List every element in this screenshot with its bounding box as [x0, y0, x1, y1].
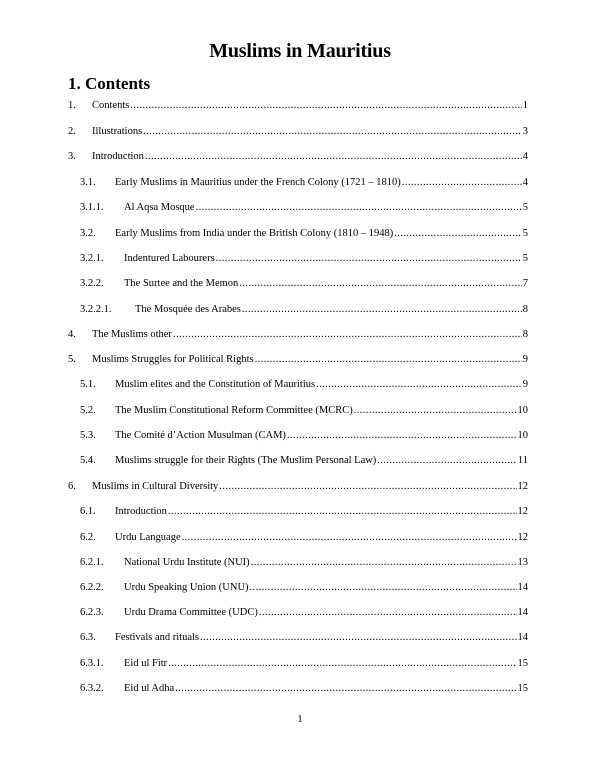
toc-page: 4 — [522, 151, 528, 162]
toc-leader — [394, 228, 522, 240]
toc-entry[interactable] — [80, 405, 528, 421]
toc-page: 13 — [517, 557, 528, 568]
toc-entry[interactable] — [80, 506, 528, 522]
toc-label: Contents — [92, 100, 130, 111]
toc-number: 6. — [68, 481, 76, 492]
toc-label: The Muslims other — [92, 329, 172, 340]
toc-page: 11 — [517, 455, 528, 466]
toc-entry[interactable] — [80, 430, 528, 446]
toc-number: 1. — [68, 100, 76, 111]
toc-entry[interactable] — [80, 582, 528, 598]
toc-number: 4. — [68, 329, 76, 340]
toc-entry[interactable] — [68, 151, 528, 167]
toc-label: Urdu Drama Committee (UDC) — [124, 607, 258, 618]
toc-number: 3.2.1. — [80, 253, 104, 264]
toc-page: 10 — [517, 430, 528, 441]
toc-leader — [259, 607, 517, 619]
toc-leader — [196, 202, 522, 214]
toc-number: 6.2.3. — [80, 607, 104, 618]
toc-label: Indentured Labourers — [124, 253, 215, 264]
toc-label: Early Muslims from India under the British Colony (1810 – 1948) — [115, 228, 394, 239]
toc-number: 5.4. — [80, 455, 96, 466]
toc-leader — [255, 354, 522, 366]
toc-label: Muslim elites and the Constitution of Mauritius — [115, 379, 316, 390]
toc-entry[interactable] — [68, 354, 528, 370]
toc-leader — [175, 683, 516, 695]
toc-number: 6.3.1. — [80, 658, 104, 669]
toc-leader — [130, 100, 521, 112]
toc-leader — [402, 177, 522, 189]
toc-leader — [173, 329, 522, 341]
toc-label: The Surtee and the Memon — [124, 278, 239, 289]
toc-page: 12 — [517, 506, 528, 517]
toc-page: 9 — [522, 354, 528, 365]
toc-page: 5 — [522, 202, 528, 213]
toc-number: 3.2.2.1. — [80, 304, 112, 315]
toc-page: 8 — [522, 304, 528, 315]
toc-label: Al Aqsa Mosque — [124, 202, 195, 213]
toc-leader — [168, 658, 516, 670]
toc-number: 3.2.2. — [80, 278, 104, 289]
toc-leader — [239, 278, 521, 290]
toc-number: 5.3. — [80, 430, 96, 441]
toc-label: Early Muslims in Mauritius under the French Colony (1721 – 1810) — [115, 177, 401, 188]
toc-number: 5. — [68, 354, 76, 365]
toc-entry[interactable] — [80, 532, 528, 548]
toc-entry[interactable] — [80, 228, 528, 244]
toc-leader — [287, 430, 517, 442]
toc-number: 6.2.1. — [80, 557, 104, 568]
toc-leader — [316, 379, 522, 391]
toc-page: 14 — [517, 607, 528, 618]
toc-label: Muslims struggle for their Rights (The Muslim Personal Law) — [115, 455, 377, 466]
toc-leader — [168, 506, 517, 518]
toc-label: The Muslim Constitutional Reform Committee (MCRC) — [115, 405, 353, 416]
toc-number: 2. — [68, 126, 76, 137]
toc-label: Urdu Language — [115, 532, 181, 543]
toc-page: 1 — [522, 100, 528, 111]
toc-entry[interactable] — [80, 379, 528, 395]
toc-leader — [216, 253, 522, 265]
toc-number: 3. — [68, 151, 76, 162]
page-number: 1 — [297, 713, 303, 725]
toc-number: 3.2. — [80, 228, 96, 239]
toc-number: 6.1. — [80, 506, 96, 517]
toc-entry[interactable] — [80, 304, 528, 320]
toc-entry[interactable] — [80, 607, 528, 623]
document-title: Muslims in Mauritius — [209, 40, 391, 62]
toc-entry[interactable] — [80, 557, 528, 573]
toc-leader — [200, 632, 517, 644]
toc-number: 6.3. — [80, 632, 96, 643]
toc-leader — [219, 481, 516, 493]
toc-page: 3 — [522, 126, 528, 137]
toc-page: 15 — [517, 658, 528, 669]
toc-page: 14 — [517, 582, 528, 593]
toc-page: 4 — [522, 177, 528, 188]
toc-page: 12 — [517, 532, 528, 543]
toc-entry[interactable] — [68, 126, 528, 142]
toc-leader — [182, 532, 517, 544]
toc-page: 9 — [522, 379, 528, 390]
toc-leader — [143, 126, 522, 138]
toc-entry[interactable] — [80, 177, 528, 193]
toc-label: Festivals and rituals — [115, 632, 199, 643]
toc-number: 6.2. — [80, 532, 96, 543]
toc-number: 3.1. — [80, 177, 96, 188]
toc-label: Urdu Speaking Union (UNU) — [124, 582, 249, 593]
toc-entry[interactable] — [80, 278, 528, 294]
toc-page: 12 — [517, 481, 528, 492]
toc-label: Introduction — [92, 151, 144, 162]
toc-entry[interactable] — [80, 455, 528, 471]
toc-label: Illustrations — [92, 126, 143, 137]
toc-page: 5 — [522, 228, 528, 239]
toc-page: 15 — [517, 683, 528, 694]
toc-label: The Comité d’Action Musulman (CAM) — [115, 430, 286, 441]
toc-entry[interactable] — [80, 683, 528, 699]
toc-page: 10 — [517, 405, 528, 416]
toc-label: Eid ul Adha — [124, 683, 175, 694]
toc-entry[interactable] — [68, 100, 528, 116]
toc-label: National Urdu Institute (NUI) — [124, 557, 250, 568]
toc-number: 5.1. — [80, 379, 96, 390]
toc-entry[interactable] — [80, 658, 528, 674]
toc-entry[interactable] — [80, 632, 528, 648]
toc-label: The Mosquée des Arabes — [135, 304, 241, 315]
toc-leader — [354, 405, 517, 417]
toc-leader — [377, 455, 517, 467]
section-heading: 1. Contents — [68, 74, 151, 93]
toc-label: Eid ul Fitr — [124, 658, 168, 669]
toc-number: 5.2. — [80, 405, 96, 416]
toc-page: 7 — [522, 278, 528, 289]
toc-leader — [251, 557, 517, 569]
toc-leader — [250, 582, 517, 594]
toc-page: 14 — [517, 632, 528, 643]
toc-page: 8 — [522, 329, 528, 340]
toc-number: 3.1.1. — [80, 202, 104, 213]
toc-label: Muslims Struggles for Political Rights — [92, 354, 254, 365]
toc-label: Introduction — [115, 506, 167, 517]
toc-entry[interactable] — [80, 202, 528, 218]
toc-number: 6.3.2. — [80, 683, 104, 694]
toc-entry[interactable] — [68, 329, 528, 345]
toc-leader — [145, 151, 522, 163]
toc-label: Muslims in Cultural Diversity — [92, 481, 219, 492]
toc-entry[interactable] — [80, 253, 528, 269]
toc-page: 5 — [522, 253, 528, 264]
toc-number: 6.2.2. — [80, 582, 104, 593]
toc-leader — [242, 304, 522, 316]
toc-entry[interactable] — [68, 481, 528, 497]
